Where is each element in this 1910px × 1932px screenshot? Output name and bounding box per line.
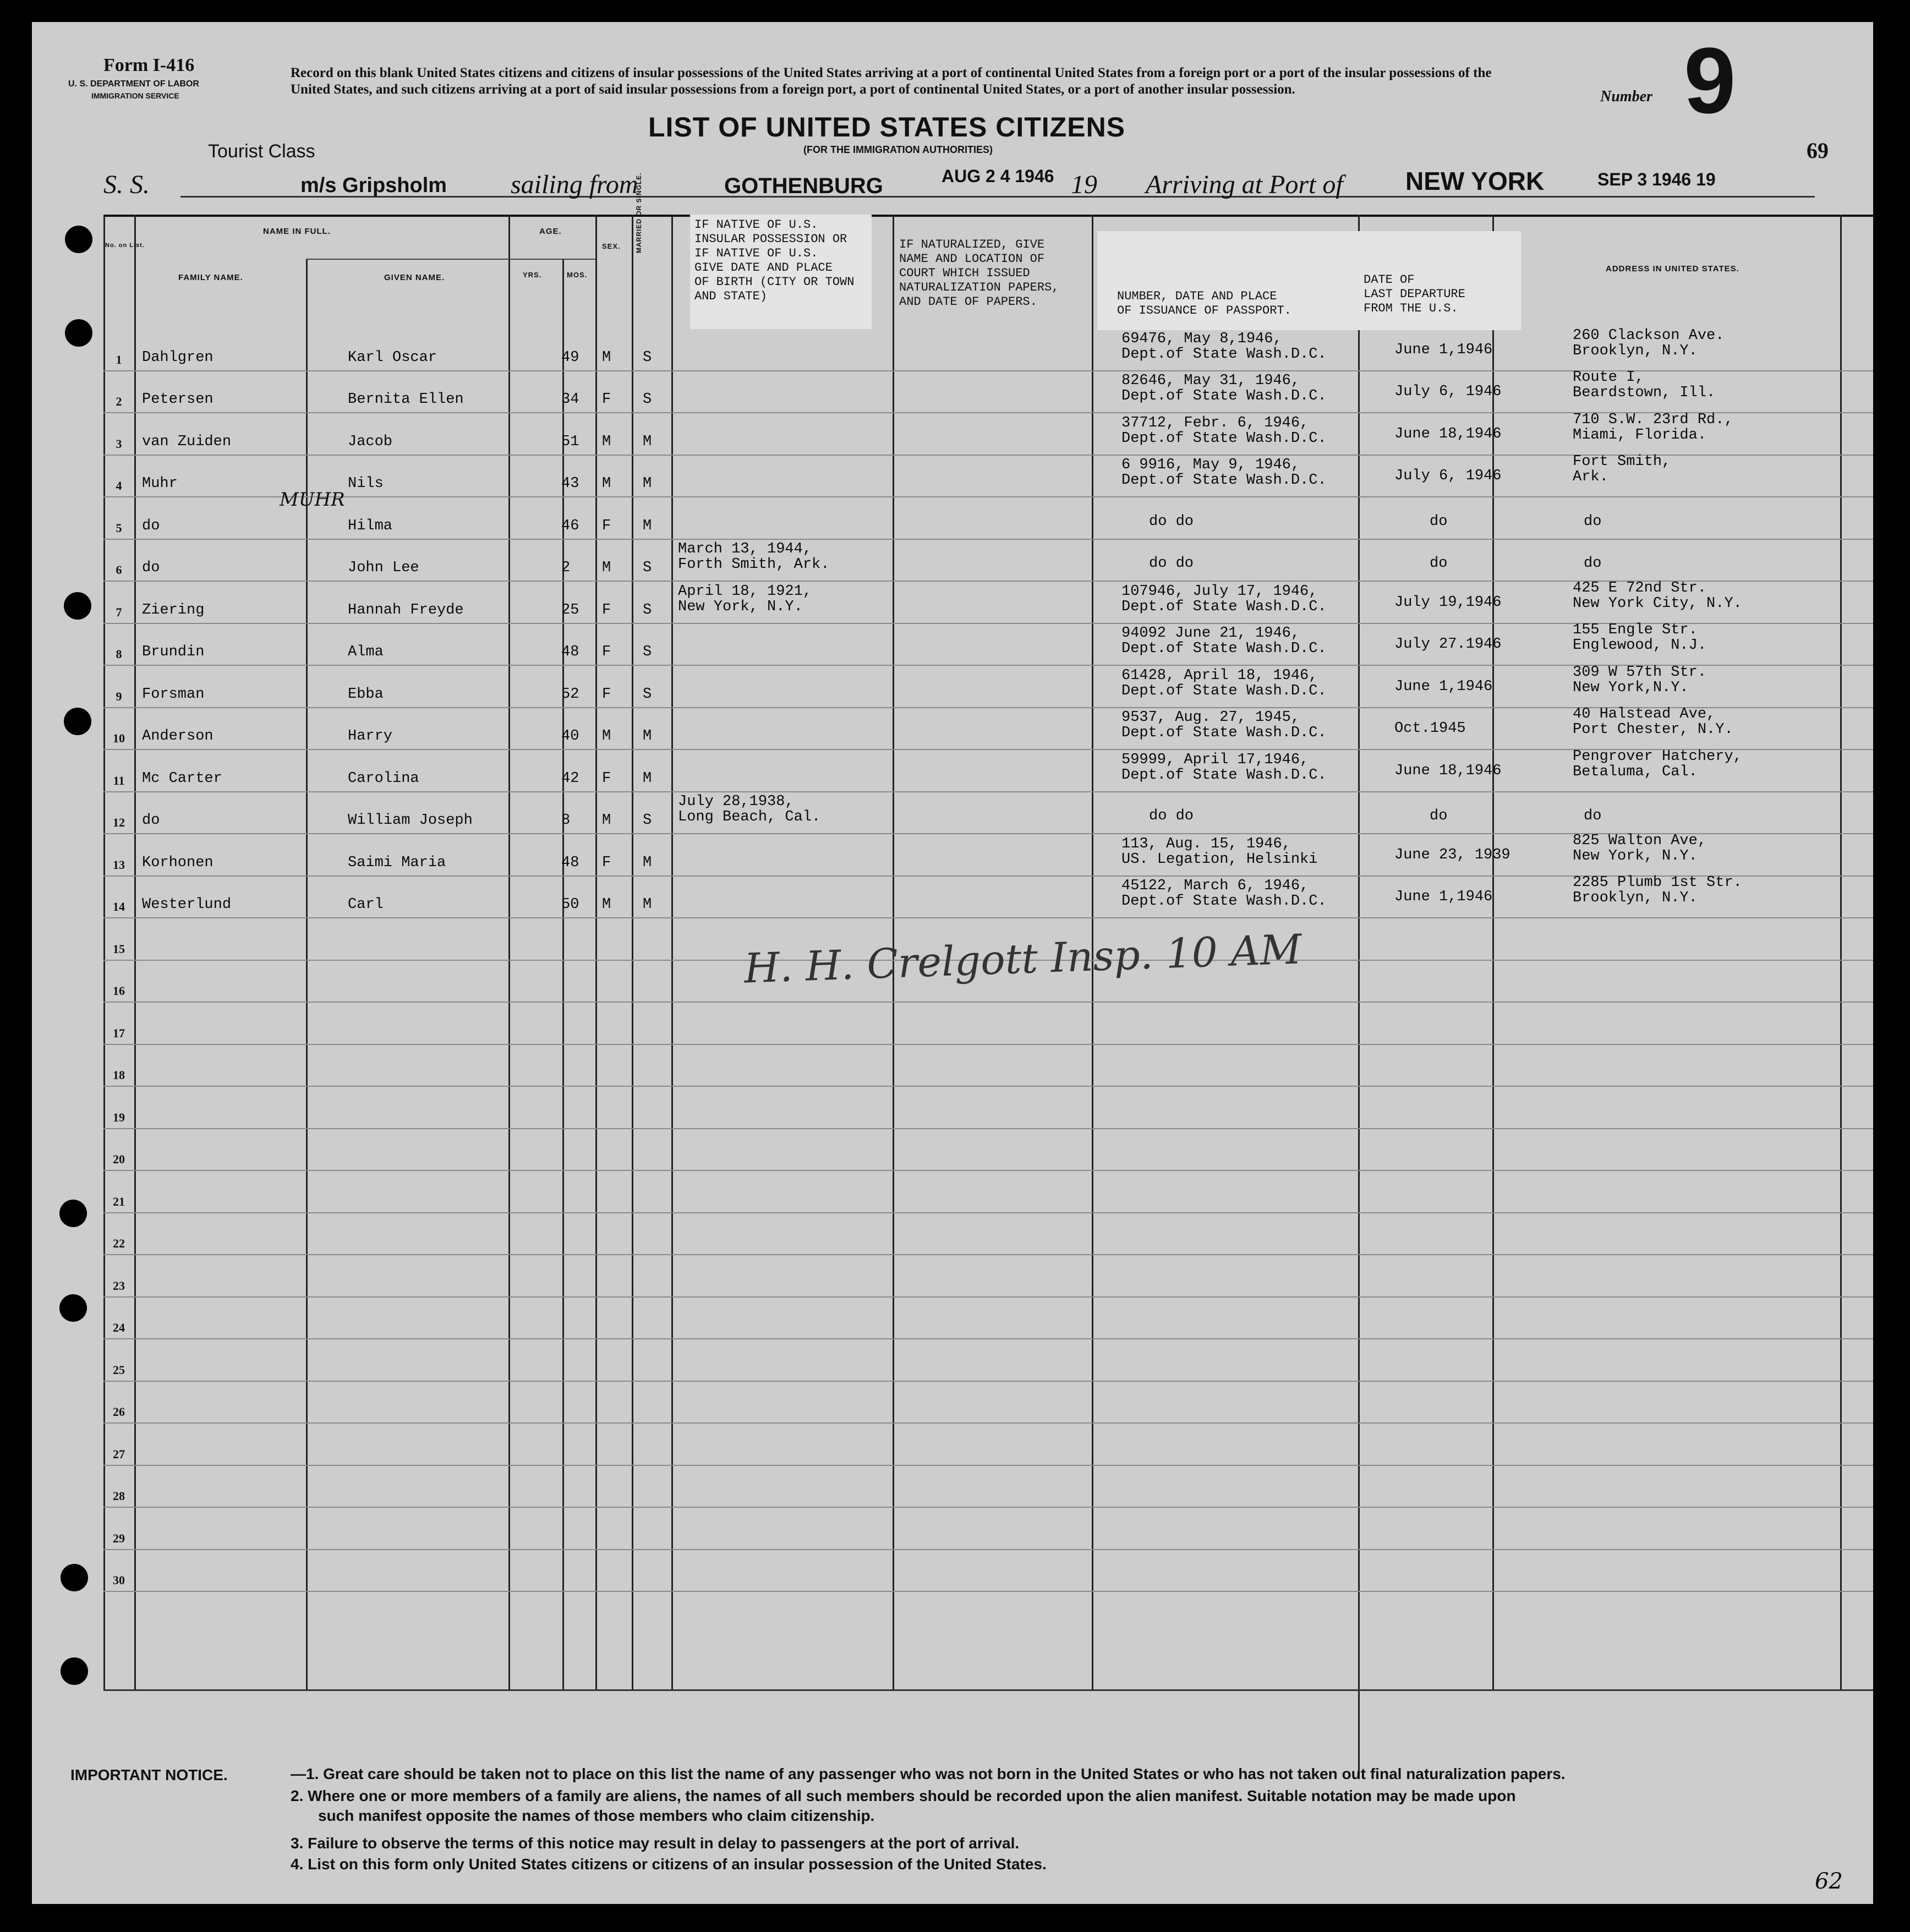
punch-hole: [59, 1294, 87, 1322]
col-header-passport: NUMBER, DATE AND PLACE OF ISSUANCE OF PASSPORT.: [1117, 289, 1291, 318]
sex-cell: M: [602, 475, 611, 492]
passport-number-cell: 37712, Febr. 6, 1946,: [1121, 414, 1309, 431]
row-number: 23: [113, 1278, 125, 1293]
passport-issuer-cell: Dept.of State Wash.D.C.: [1121, 893, 1327, 910]
age-years-cell: 8: [561, 812, 571, 829]
sex-cell: M: [602, 812, 611, 829]
birth-place-cell: New York, N.Y.: [678, 598, 803, 615]
row-rule: [103, 1422, 1873, 1424]
address-line2-cell: Brooklyn, N.Y.: [1573, 890, 1698, 906]
address-line1-cell: Pengrover Hatchery,: [1573, 748, 1742, 765]
family-name-cell: Muhr: [142, 475, 178, 492]
marital-status-cell: S: [643, 601, 652, 619]
punch-hole: [65, 319, 92, 347]
row-number: 26: [113, 1405, 125, 1419]
marital-status-cell: S: [643, 686, 652, 703]
address-line1-cell: 260 Clackson Ave.: [1573, 327, 1725, 344]
age-years-cell: 50: [561, 896, 579, 913]
address-line2-cell: Beardstown, Ill.: [1573, 385, 1716, 401]
row-number: 3: [116, 436, 122, 451]
sex-cell: F: [602, 517, 611, 534]
form-sheet: [32, 22, 1873, 1904]
passport-issuer-cell: Dept.of State Wash.D.C.: [1121, 388, 1327, 404]
arrival-port: NEW YORK: [1405, 167, 1545, 195]
notice-4: 4. List on this form only United States citizens or citizens of an insular possession of the United States.: [291, 1856, 1047, 1873]
given-name-cell: Karl Oscar: [348, 349, 437, 366]
last-departure-cell: do: [1430, 513, 1448, 530]
row-number: 1: [116, 352, 122, 366]
family-name-cell: Dahlgren: [142, 349, 214, 366]
sex-cell: F: [602, 854, 611, 871]
row-rule: [103, 791, 1873, 792]
notice-2-cont: such manifest opposite the names of those members who claim citizenship.: [318, 1807, 875, 1824]
passport-cell: do do: [1149, 555, 1194, 572]
sex-cell: F: [602, 686, 611, 703]
address-line1-cell: 710 S.W. 23rd Rd.,: [1573, 411, 1733, 428]
punch-hole: [61, 1564, 88, 1591]
last-departure-cell: June 23, 1939: [1394, 846, 1511, 863]
row-rule: [103, 1212, 1873, 1213]
marital-status-cell: M: [643, 854, 652, 871]
passport-issuer-cell: Dept.of State Wash.D.C.: [1121, 641, 1327, 657]
row-number: 17: [113, 1026, 125, 1040]
given-name-cell: Hilma: [348, 517, 393, 534]
punch-hole: [64, 708, 91, 735]
passport-number-cell: 59999, April 17,1946,: [1121, 751, 1309, 768]
passport-issuer-cell: Dept.of State Wash.D.C.: [1121, 767, 1327, 784]
row-rule: [103, 1381, 1873, 1382]
passport-cell: do do: [1149, 513, 1194, 530]
punch-hole: [64, 592, 91, 620]
marital-status-cell: S: [643, 644, 652, 660]
row-rule: [103, 917, 1873, 918]
last-departure-cell: July 6, 1946: [1394, 468, 1502, 484]
last-departure-cell: July 19,1946: [1394, 594, 1502, 611]
given-name-cell: John Lee: [348, 560, 419, 576]
sex-cell: F: [602, 601, 611, 619]
row-rule: [103, 1591, 1873, 1592]
marital-status-cell: S: [643, 812, 652, 829]
age-years-cell: 43: [561, 475, 579, 492]
address-line1-cell: 309 W 57th Str.: [1573, 664, 1707, 681]
passport-issuer-cell: Dept.of State Wash.D.C.: [1121, 598, 1327, 615]
passport-issuer-cell: Dept.of State Wash.D.C.: [1121, 346, 1327, 363]
passport-number-cell: 82646, May 31, 1946,: [1121, 373, 1300, 389]
inspector-signature: H. H. Crelgott Insp. 10 AM: [743, 926, 1302, 993]
passport-number-cell: 6 9916, May 9, 1946,: [1121, 457, 1300, 473]
given-name-cell: William Joseph: [348, 812, 473, 829]
notice-2: 2. Where one or more members of a family are aliens, the names of all such members should be recorded upon the alien manifest. Suitable notation may be made upon: [291, 1787, 1516, 1804]
passport-issuer-cell: Dept.of State Wash.D.C.: [1121, 725, 1327, 741]
punch-hole: [61, 1657, 88, 1685]
departure-port: GOTHENBURG: [724, 174, 883, 198]
table-top-border: [103, 215, 1873, 217]
given-name-cell: Alma: [348, 644, 384, 660]
given-name-cell: Harry: [348, 728, 393, 745]
family-name-cell: do: [142, 812, 160, 829]
age-years-cell: 46: [561, 517, 579, 534]
family-name-cell: Westerlund: [142, 896, 232, 913]
sex-cell: M: [602, 349, 611, 366]
given-name-cell: Hannah Freyde: [348, 601, 464, 619]
handwritten-surname-note: MUHR: [280, 489, 345, 511]
family-name-cell: Ziering: [142, 601, 205, 619]
passport-issuer-cell: Dept.of State Wash.D.C.: [1121, 682, 1327, 699]
family-name-cell: Korhonen: [142, 854, 214, 871]
sex-cell: F: [602, 644, 611, 660]
col-header-age: AGE.: [539, 227, 562, 236]
col-header-departure: DATE OF LAST DEPARTURE FROM THE U.S.: [1364, 273, 1465, 315]
marital-status-cell: S: [643, 349, 652, 366]
age-years-cell: 34: [561, 391, 579, 408]
given-name-cell: Jacob: [348, 433, 393, 450]
col-header-yrs: YRS.: [523, 271, 542, 279]
last-departure-cell: June 1,1946: [1394, 341, 1493, 358]
punch-hole: [59, 1200, 87, 1227]
corner-mark: 62: [1815, 1869, 1843, 1894]
number-label: Number: [1600, 88, 1652, 105]
arrival-date: SEP 3 1946 19: [1597, 169, 1716, 189]
address-line2-cell: Englewood, N.J.: [1573, 637, 1707, 654]
address-line1-cell: 40 Halstead Ave,: [1573, 706, 1716, 723]
sex-cell: M: [602, 728, 611, 745]
list-number: 9: [1684, 29, 1736, 133]
marital-status-cell: M: [643, 433, 652, 450]
age-years-cell: 48: [561, 644, 579, 660]
passport-number-cell: 45122, March 6, 1946,: [1121, 878, 1309, 894]
intro-text: Record on this blank United States citizens and citizens of insular possessions of the United States arriving at a port of continental United States from a foreign port or a port of the insular possessions of the United States, and such citizens arriving at a port of said insular possessions from a foreign port, a port of continental United States, or a port of another insular possession.: [291, 65, 1492, 97]
notice-3: 3. Failure to observe the terms of this notice may result in delay to passengers at the port of arrival.: [291, 1835, 1020, 1852]
row-number: 24: [113, 1321, 125, 1334]
row-number: 2: [116, 395, 122, 408]
sex-cell: F: [602, 770, 611, 787]
col-header-family: FAMILY NAME.: [178, 273, 243, 282]
row-rule: [103, 1170, 1873, 1171]
vessel-name: m/s Gripsholm: [300, 174, 447, 197]
row-number: 15: [113, 942, 125, 956]
row-number: 12: [113, 816, 125, 829]
row-number: 19: [113, 1110, 125, 1124]
passport-issuer-cell: Dept.of State Wash.D.C.: [1121, 430, 1327, 447]
row-number: 9: [116, 689, 122, 703]
address-cell: do: [1584, 513, 1602, 530]
punch-hole: [65, 226, 92, 253]
row-number: 7: [116, 605, 122, 619]
row-number: 22: [113, 1236, 125, 1250]
row-number: 16: [113, 984, 125, 998]
birth-place-cell: Long Beach, Cal.: [678, 809, 821, 825]
passport-number-cell: 61428, April 18, 1946,: [1121, 667, 1318, 684]
last-departure-cell: June 18,1946: [1394, 762, 1502, 779]
last-departure-cell: June 1,1946: [1394, 678, 1493, 695]
row-rule: [103, 539, 1873, 540]
page-title: LIST OF UNITED STATES CITIZENS: [648, 112, 1126, 143]
address-line1-cell: Route I,: [1573, 369, 1644, 386]
row-rule: [103, 1001, 1873, 1003]
address-line1-cell: 2285 Plumb 1st Str.: [1573, 874, 1742, 891]
col-header-native: IF NATIVE OF U.S. INSULAR POSSESSION OR IF NATIVE OF U.S. GIVE DATE AND PLACE OF BIRTH (CITY OR TOWN AND STATE): [694, 218, 855, 303]
age-years-cell: 2: [561, 560, 571, 576]
family-name-cell: van Zuiden: [142, 433, 232, 450]
address-line2-cell: New York, N.Y.: [1573, 847, 1698, 864]
birth-date-cell: April 18, 1921,: [678, 583, 812, 600]
address-line2-cell: New York,N.Y.: [1573, 679, 1689, 696]
page-number: 69: [1807, 138, 1829, 163]
form-number: Form I-416: [103, 55, 195, 75]
sex-cell: M: [602, 560, 611, 576]
passport-number-cell: 113, Aug. 15, 1946,: [1121, 835, 1291, 852]
row-rule: [103, 1507, 1873, 1508]
row-rule: [103, 1086, 1873, 1087]
sailing-from-label: sailing from: [511, 170, 638, 199]
address-line2-cell: Miami, Florida.: [1573, 426, 1707, 444]
row-number: 11: [113, 773, 125, 787]
age-years-cell: 48: [561, 854, 579, 871]
col-header-given: GIVEN NAME.: [384, 273, 445, 282]
row-rule: [103, 1296, 1873, 1298]
marital-status-cell: M: [643, 728, 652, 745]
sex-cell: M: [602, 896, 611, 913]
family-name-cell: Forsman: [142, 686, 205, 703]
row-number: 20: [113, 1152, 125, 1166]
row-rule: [103, 1254, 1873, 1255]
family-name-cell: Petersen: [142, 391, 214, 408]
row-number: 21: [113, 1194, 125, 1208]
ss-label: S. S.: [103, 170, 150, 199]
row-number: 6: [116, 563, 122, 577]
address-line2-cell: Port Chester, N.Y.: [1573, 721, 1733, 738]
family-name-cell: Brundin: [142, 644, 205, 660]
notice-1: —1. Great care should be taken not to place on this list the name of any passenger who was not born in the United States or who has not taken out final naturalization papers.: [291, 1765, 1566, 1782]
age-years-cell: 52: [561, 686, 579, 703]
passport-issuer-cell: US. Legation, Helsinki: [1121, 851, 1318, 868]
last-departure-cell: June 18,1946: [1394, 425, 1502, 442]
family-name-cell: Anderson: [142, 728, 214, 745]
col-header-sex: SEX.: [602, 242, 621, 250]
passport-cell: do do: [1149, 808, 1194, 824]
given-name-cell: Ebba: [348, 686, 384, 703]
col-header-name: NAME IN FULL.: [263, 227, 331, 236]
col-header-mos: MOS.: [567, 271, 588, 279]
passport-number-cell: 9537, Aug. 27, 1945,: [1121, 709, 1300, 726]
age-years-cell: 51: [561, 433, 579, 450]
birth-date-cell: July 28,1938,: [678, 793, 794, 810]
last-departure-cell: do: [1430, 808, 1448, 824]
row-number: 14: [113, 900, 125, 913]
address-line2-cell: Ark.: [1573, 469, 1608, 485]
address-line1-cell: 155 Engle Str.: [1573, 622, 1698, 638]
passport-number-cell: 69476, May 8,1946,: [1121, 330, 1282, 347]
col-header-naturalized: IF NATURALIZED, GIVE NAME AND LOCATION OF COURT WHICH ISSUED NATURALIZATION PAPERS, AND DATE OF PAPERS.: [899, 238, 1059, 309]
col-header-married: MARRIED OR SINGLE.: [635, 172, 643, 253]
notice-heading: IMPORTANT NOTICE.: [70, 1766, 228, 1783]
marital-status-cell: M: [643, 517, 652, 534]
row-rule: [103, 1465, 1873, 1466]
row-number: 25: [113, 1362, 125, 1377]
row-number: 13: [113, 857, 125, 872]
arriving-label: Arriving at Port of: [1146, 170, 1343, 199]
last-departure-cell: Oct.1945: [1394, 720, 1466, 737]
last-departure-cell: July 27.1946: [1394, 636, 1502, 653]
address-line2-cell: New York City, N.Y.: [1573, 595, 1742, 612]
marital-status-cell: M: [643, 475, 652, 492]
department: U. S. DEPARTMENT OF LABOR: [68, 79, 199, 89]
address-cell: do: [1584, 555, 1602, 572]
class-label: Tourist Class: [208, 141, 315, 162]
row-rule: [103, 496, 1873, 497]
row-number: 28: [113, 1489, 125, 1503]
age-years-cell: 42: [561, 770, 579, 787]
age-years-cell: 25: [561, 601, 579, 619]
row-number: 5: [116, 521, 122, 535]
departure-date: AUG 2 4 1946: [942, 166, 1054, 186]
page-subtitle: (FOR THE IMMIGRATION AUTHORITIES): [803, 144, 993, 155]
last-departure-cell: July 6, 1946: [1394, 384, 1502, 400]
sex-cell: F: [602, 391, 611, 408]
given-name-cell: Carl: [348, 896, 384, 913]
given-name-cell: Carolina: [348, 770, 419, 787]
passport-number-cell: 107946, July 17, 1946,: [1121, 583, 1318, 600]
row-number: 30: [113, 1573, 125, 1587]
last-departure-cell: do: [1430, 555, 1448, 572]
table-left-border: [103, 215, 105, 1689]
row-rule: [103, 1549, 1873, 1550]
family-name-cell: do: [142, 517, 160, 534]
address-line2-cell: Betaluma, Cal.: [1573, 763, 1698, 780]
service: IMMIGRATION SERVICE: [91, 91, 179, 100]
family-name-cell: Mc Carter: [142, 770, 222, 787]
given-name-cell: Saimi Maria: [348, 854, 446, 871]
birth-date-cell: March 13, 1944,: [678, 541, 812, 557]
address-line1-cell: Fort Smith,: [1573, 453, 1671, 470]
marital-status-cell: M: [643, 770, 652, 787]
row-rule: [103, 1128, 1873, 1129]
address-line1-cell: 825 Walton Ave,: [1573, 832, 1707, 849]
family-name-cell: do: [142, 560, 160, 576]
marital-status-cell: S: [643, 560, 652, 576]
row-rule: [103, 1044, 1873, 1045]
col-header-no: No. on List.: [105, 242, 145, 249]
passport-number-cell: 94092 June 21, 1946,: [1121, 625, 1300, 642]
address-line1-cell: 425 E 72nd Str.: [1573, 579, 1707, 596]
row-number: 29: [113, 1531, 125, 1545]
given-name-cell: Bernita Ellen: [348, 391, 464, 408]
address-line2-cell: Brooklyn, N.Y.: [1573, 342, 1698, 359]
row-number: 27: [113, 1447, 125, 1461]
year-label: 19: [1071, 170, 1097, 199]
row-number: 18: [113, 1068, 125, 1082]
birth-place-cell: Forth Smith, Ark.: [678, 556, 830, 573]
marital-status-cell: M: [643, 896, 652, 913]
row-number: 10: [113, 731, 125, 745]
col-header-address: ADDRESS IN UNITED STATES.: [1606, 264, 1739, 273]
marital-status-cell: S: [643, 391, 652, 408]
last-departure-cell: June 1,1946: [1394, 889, 1493, 905]
address-cell: do: [1584, 808, 1602, 824]
age-years-cell: 40: [561, 728, 579, 745]
row-number: 8: [116, 647, 122, 661]
sex-cell: M: [602, 433, 611, 450]
given-name-cell: Nils: [348, 475, 384, 492]
age-years-cell: 49: [561, 349, 579, 366]
passport-issuer-cell: Dept.of State Wash.D.C.: [1121, 472, 1327, 489]
row-number: 4: [116, 479, 122, 492]
row-rule: [103, 1338, 1873, 1339]
